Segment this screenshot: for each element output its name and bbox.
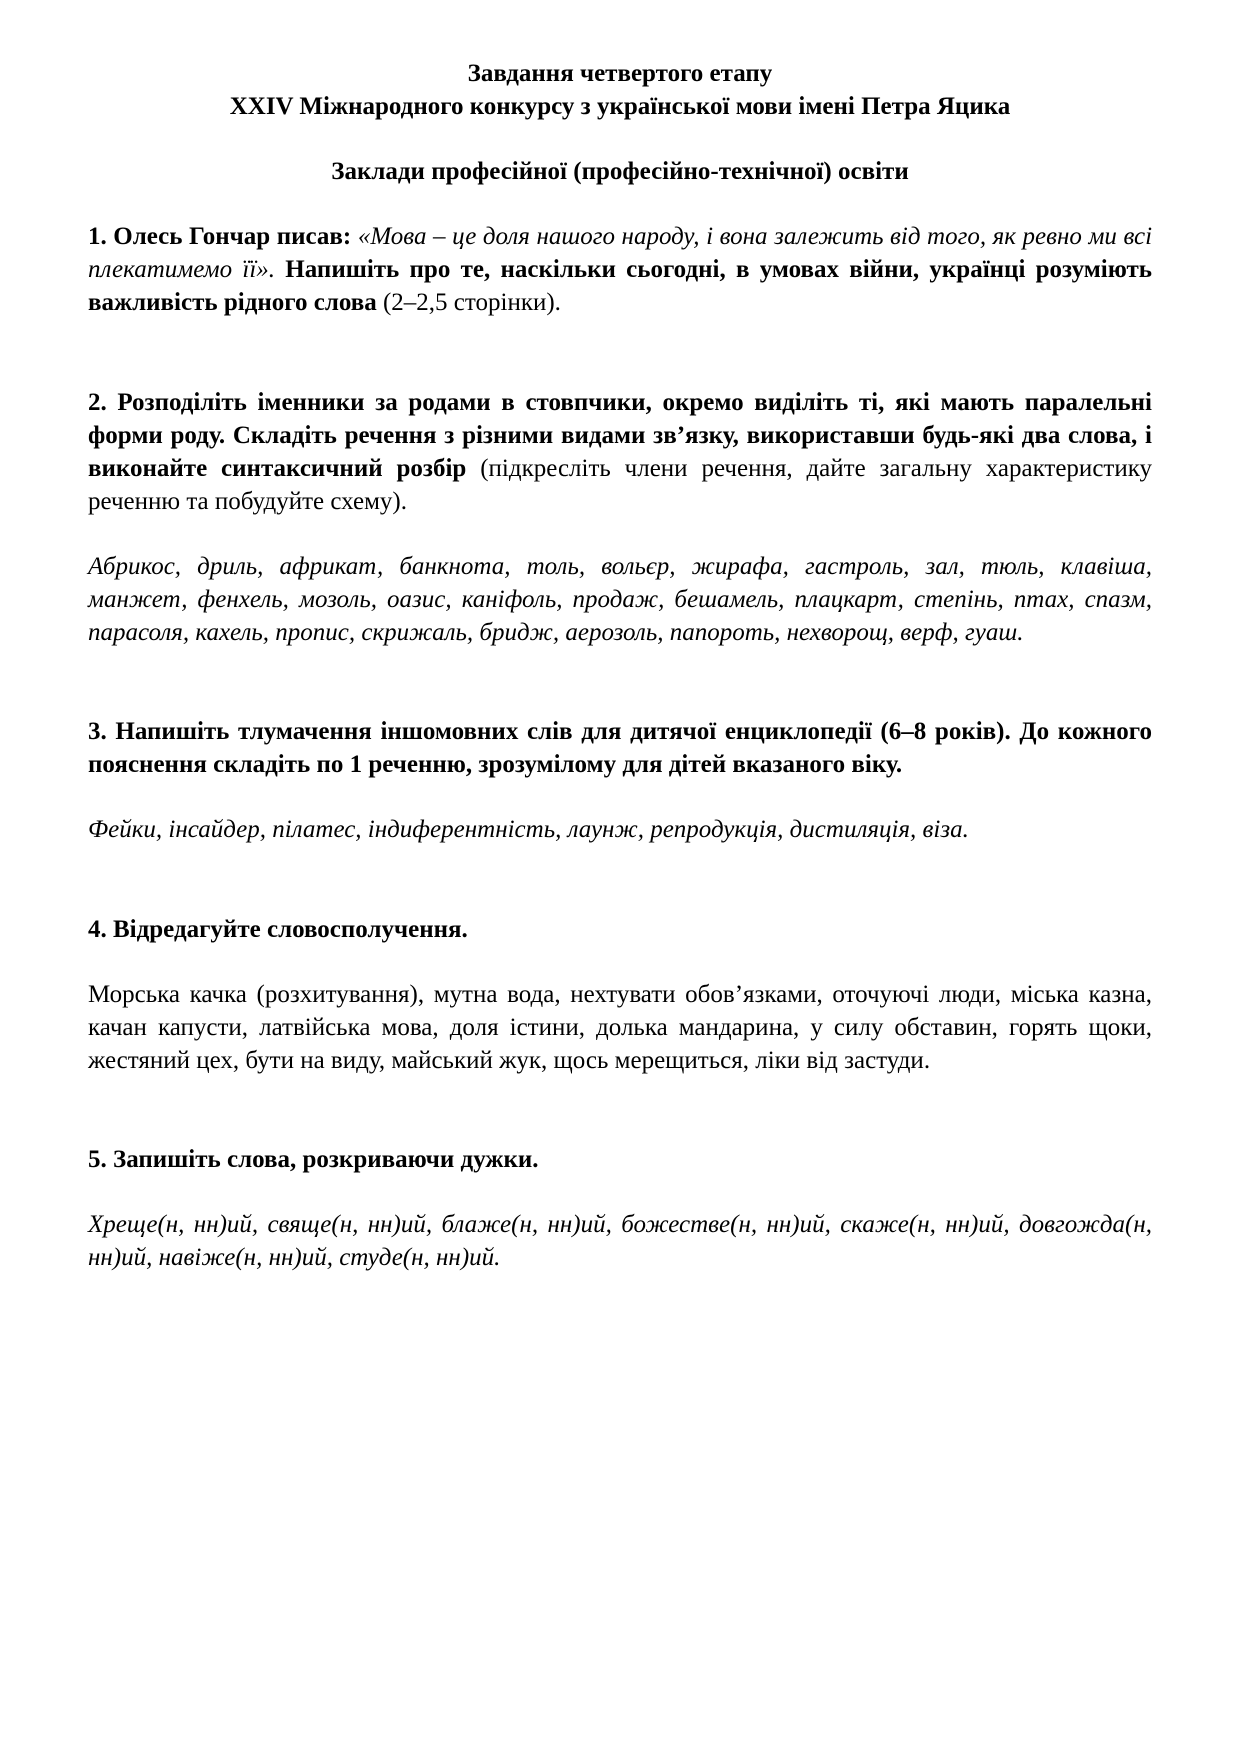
task-4-instruction: 4. Відредагуйте словосполучення. xyxy=(88,916,468,943)
task-1 xyxy=(88,220,1152,319)
task-5-word-list: Хреще(н, нн)ий, свяще(н, нн)ий, блаже(н, нн)ий, божестве(н, нн)ий, скаже(н, нн)ий, довгожда(н, нн)ий, навіже(н, нн)ий, студе(н, нн)ий. xyxy=(88,1211,1152,1271)
document-subtitle: XXIV Міжнародного конкурсу з української мови імені Петра Яцика xyxy=(229,93,1011,120)
document-title: Завдання четвертого етапу xyxy=(467,60,773,87)
task-4-phrase-list: Морська качка (розхитування), мутна вода, нехтувати обов’язками, оточуючі люди, міська казна, качан капусти, латвійська мова, доля істини, долька мандарина, у силу обставин, горять щоки, жестяний цех, бути на виду, майський жук, щось мерещиться, ліки від застуди. xyxy=(88,981,1152,1074)
task-4 xyxy=(88,913,1152,946)
task-1-quote: «Мова – це доля нашого народу, і вона залежить від того, як ревно ми всі плекатимемо її». xyxy=(88,223,1153,283)
task-1-note: (2–2,5 сторінки). xyxy=(382,289,561,316)
document-page xyxy=(88,0,1152,1274)
task-5-instruction: 5. Запишіть слова, розкриваючи дужки. xyxy=(88,1146,539,1173)
task-2-word-list: Абрикос, дриль, африкат, банкнота, толь, вольєр, жирафа, гастроль, зал, тюль, клавіша, манжет, фенхель, мозоль, оазис, каніфоль, продаж, бешамель, плацкарт, степінь, птах, спазм, парасоля, кахель, пропис, скрижаль, бридж, аерозоль, папороть, нехворощ, верф, гуаш. xyxy=(88,553,1152,646)
institution-type-heading: Заклади професійної (професійно-технічної) освіти xyxy=(331,158,909,185)
task-3 xyxy=(88,715,1152,781)
task-1-lead: 1. Олесь Гончар писав: xyxy=(88,223,352,250)
task-1-instruction: Напишіть про те, наскільки сьогодні, в умовах війни, українці розуміють важливість рідного слова xyxy=(88,256,1152,316)
task-5 xyxy=(88,1143,1152,1176)
task-2 xyxy=(88,386,1152,518)
task-2-note: (підкресліть члени речення, дайте загальну характеристику реченню та побудуйте схему). xyxy=(88,455,1153,515)
task-3-instruction: 3. Напишіть тлумачення іншомовних слів для дитячої енциклопедії (6–8 років). До кожного пояснення складіть по 1 реченню, зрозумілому для дітей вказаного віку. xyxy=(88,718,1152,778)
task-2-instruction: 2. Розподіліть іменники за родами в стовпчики, окремо виділіть ті, які мають паралельні форми роду. Складіть речення з різними видами зв’язку, використавши будь-які два слова, і виконайте синтаксичний розбір xyxy=(88,389,1152,482)
task-3-word-list: Фейки, інсайдер, пілатес, індиферентність, лаунж, репродукція, дистиляція, віза. xyxy=(88,816,969,843)
